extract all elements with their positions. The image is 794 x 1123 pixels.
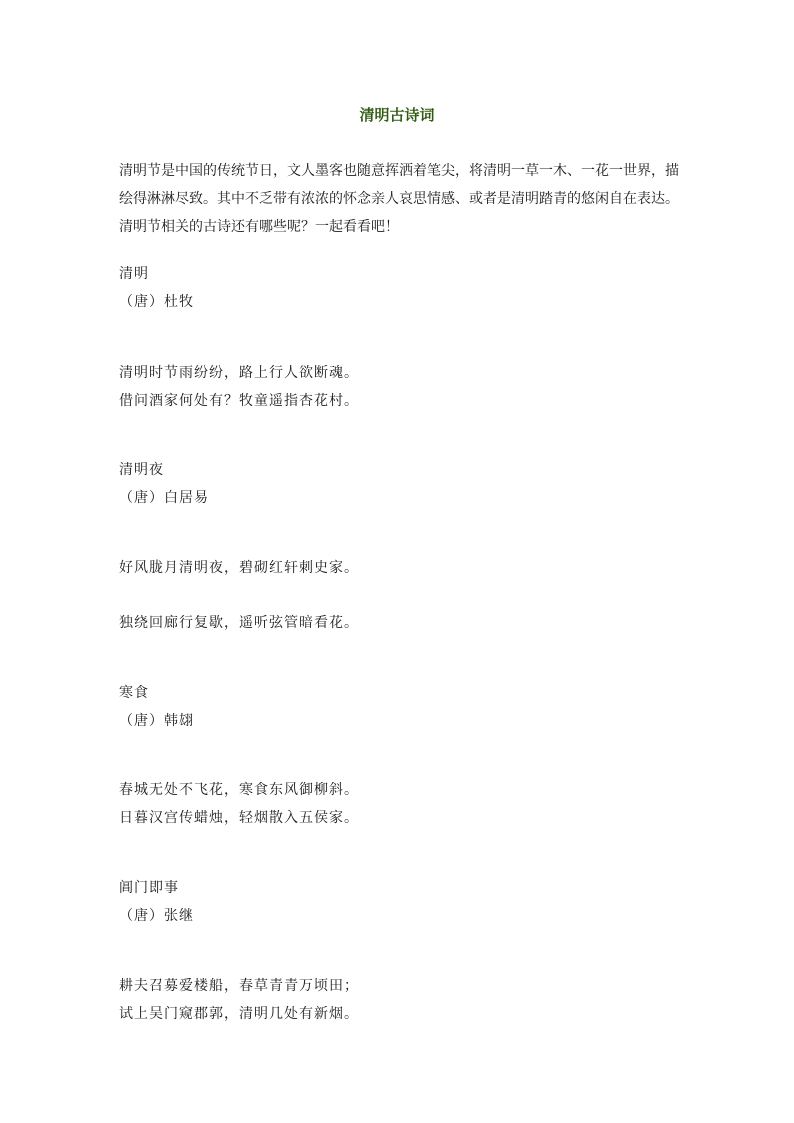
poem-line: 试上吴门窥郡郭，清明几处有新烟。 — [119, 1006, 359, 1022]
poem-line: 独绕回廊行复歇，遥听弦管暗看花。 — [119, 615, 359, 631]
poem-line: 耕夫召募爱楼船，春草青青万顷田； — [119, 978, 359, 994]
poem-author: （唐）白居易 — [119, 490, 209, 506]
poem-title: 清明 — [119, 266, 149, 282]
poem-author: （唐）杜牧 — [119, 294, 194, 310]
poem-title: 寒食 — [119, 685, 149, 701]
poem-line: 日暮汉宫传蜡烛，轻烟散入五侯家。 — [119, 810, 359, 826]
poem-author: （唐）韩翃 — [119, 713, 194, 729]
poem-line: 清明时节雨纷纷，路上行人欲断魂。 — [119, 365, 359, 381]
poem-line: 好风胧月清明夜，碧砌红轩刺史家。 — [119, 560, 359, 576]
poem-author: （唐）张继 — [119, 908, 194, 924]
poem-title: 清明夜 — [119, 462, 164, 478]
page-title: 清明古诗词 — [359, 106, 435, 124]
poem-title: 阊门即事 — [119, 880, 179, 896]
poem-line: 春城无处不飞花，寒食东风御柳斜。 — [119, 782, 359, 798]
poem-line: 借问酒家何处有？牧童遥指杏花村。 — [119, 393, 359, 409]
intro-paragraph: 清明节是中国的传统节日，文人墨客也随意挥洒着笔尖，将清明一草一木、一花一世界，描绘得淋淋尽致。其中不乏带有浓浓的怀念亲人哀思情感、或者是清明踏青的悠闲自在表达。清明节相关的古诗还有哪些呢？一起看看吧！ — [119, 163, 679, 235]
